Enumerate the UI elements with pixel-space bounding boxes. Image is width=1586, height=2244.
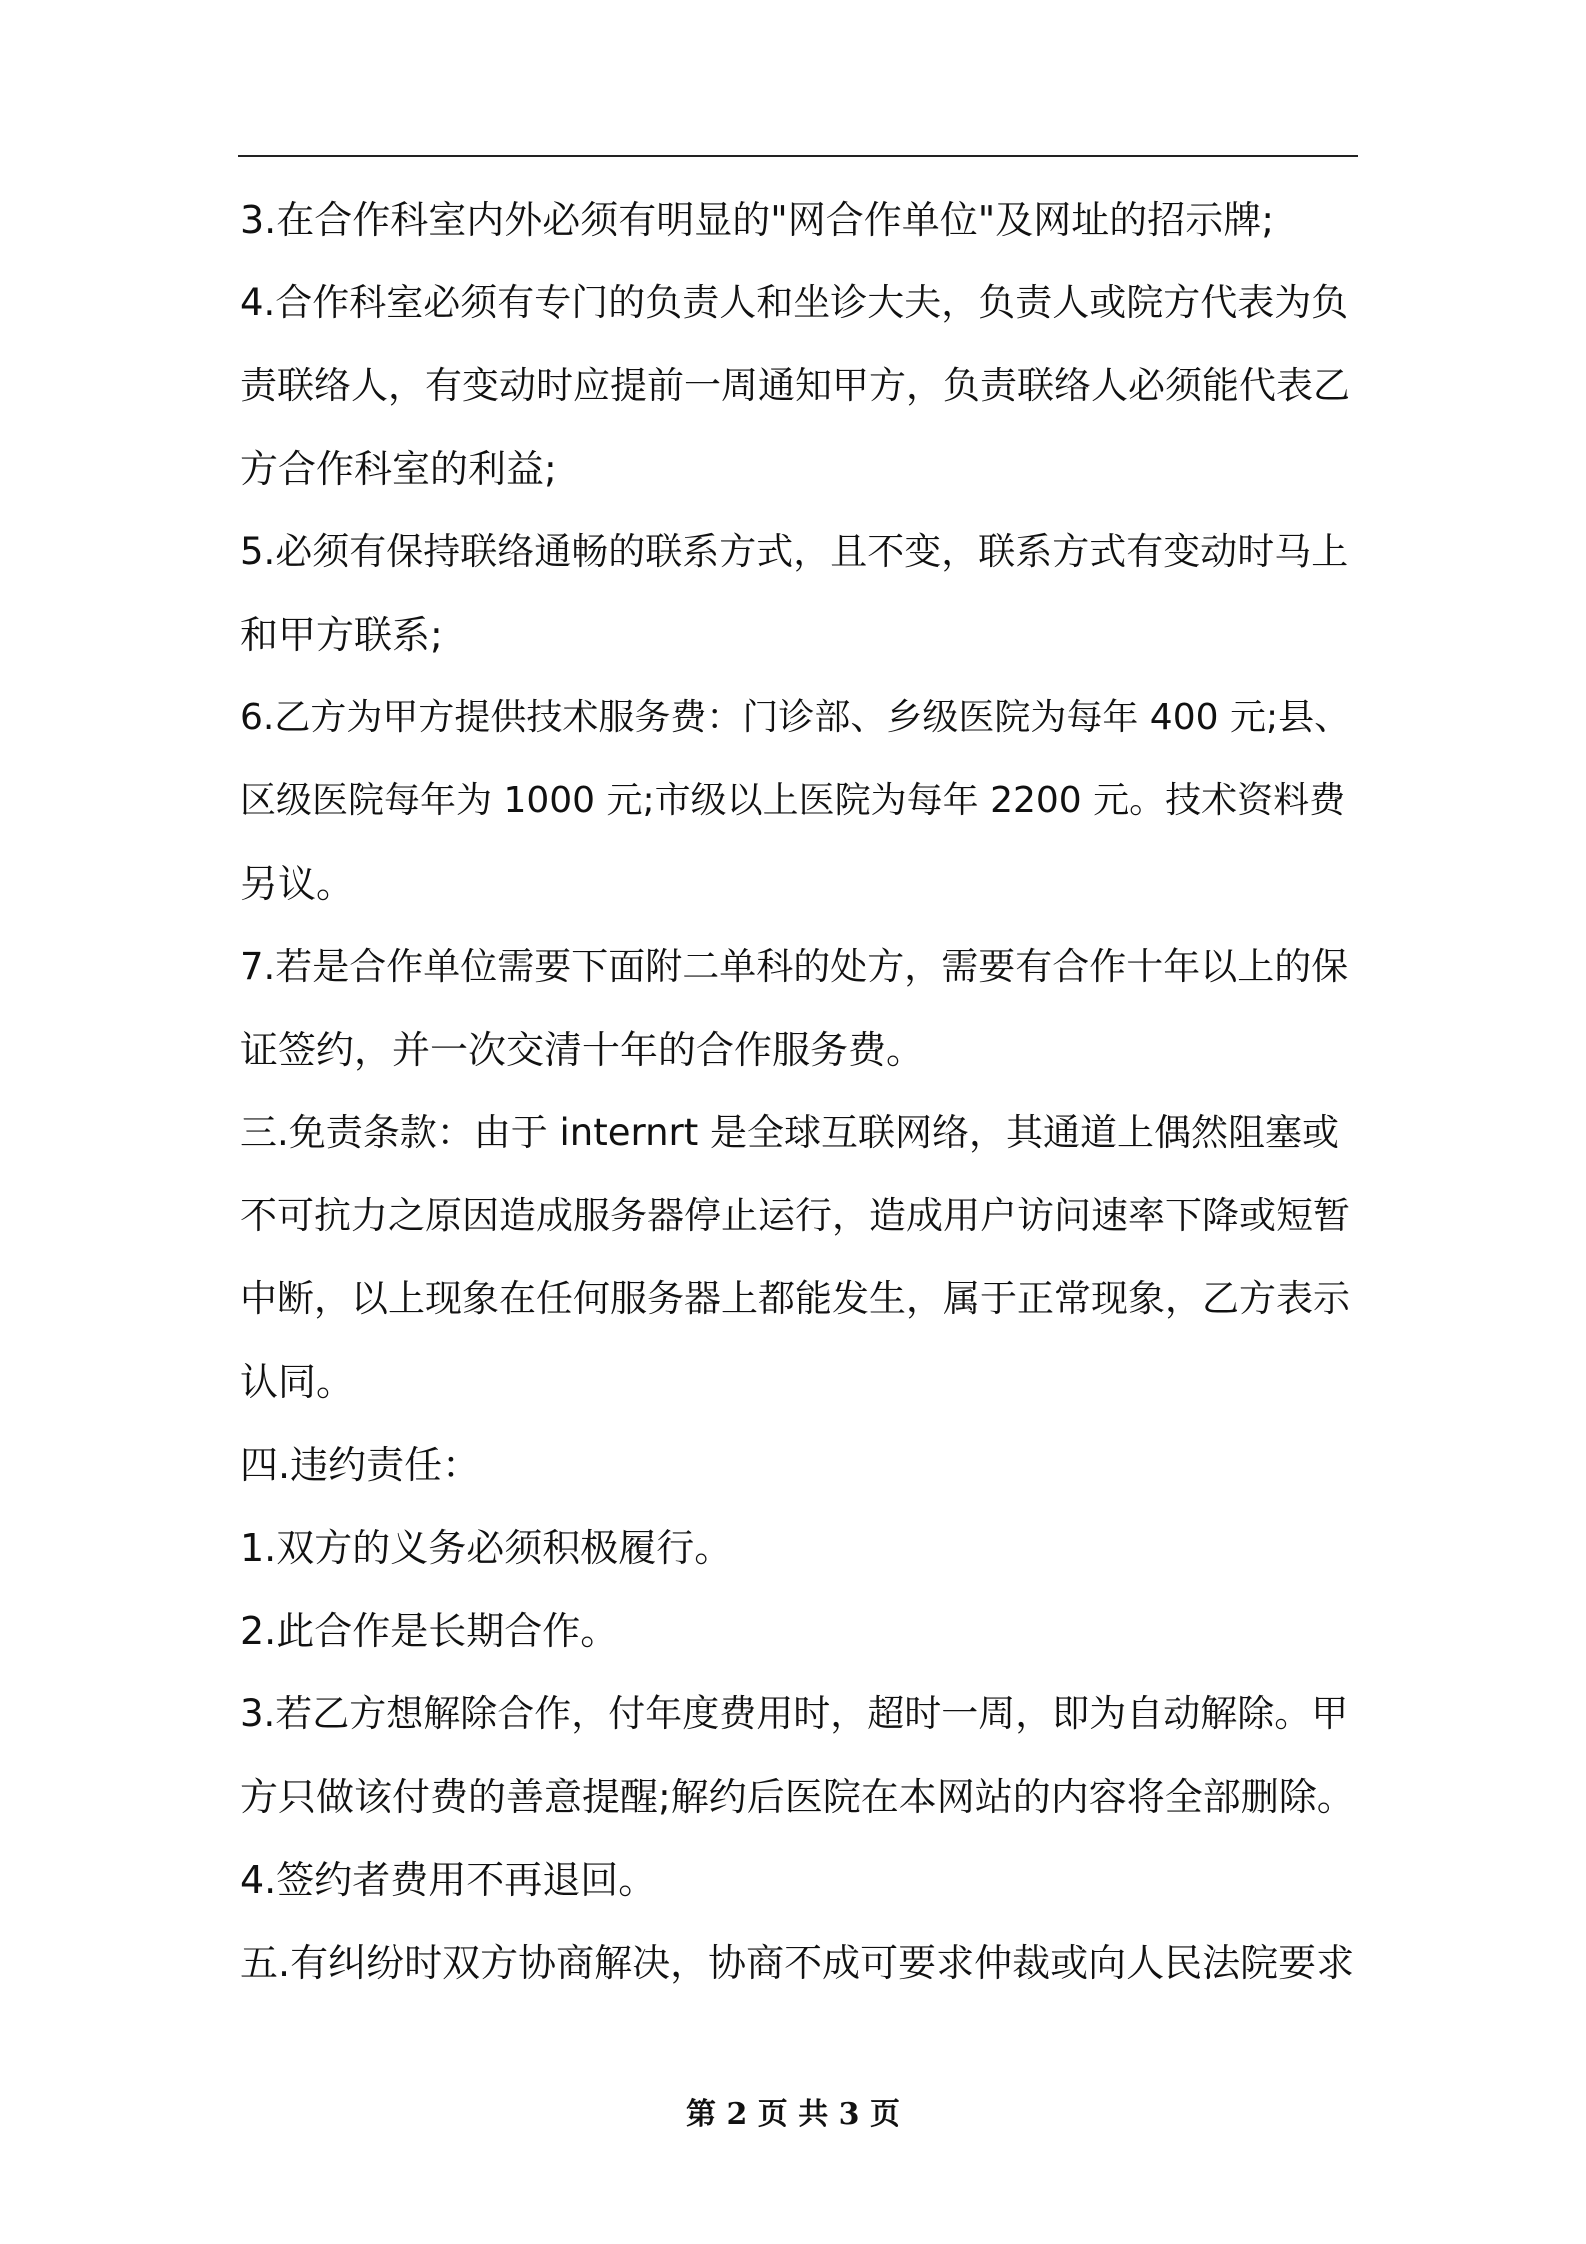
text-line: 区级医院每年为 1000 元;市级以上医院为每年 2200 元。技术资料费 — [240, 780, 1346, 821]
text-line: 责联络人，有变动时应提前一周通知甲方，负责联络人必须能代表乙 — [240, 364, 1350, 407]
text-line: 4.签约者费用不再退回。 — [240, 1858, 657, 1902]
text-line: 方只做该付费的善意提醒;解约后医院在本网站的内容将全部删除。 — [240, 1775, 1355, 1819]
text-line: 3.若乙方想解除合作，付年度费用时，超时一周，即为自动解除。甲 — [240, 1692, 1349, 1735]
header-rule — [238, 155, 1358, 157]
page-number: 第 2 页 共 3 页 — [686, 2097, 900, 2132]
text-line: 2.此合作是长期合作。 — [240, 1609, 619, 1653]
text-line: 6.乙方为甲方提供技术服务费：门诊部、乡级医院为每年 400 元;县、 — [240, 697, 1351, 738]
text-line: 证签约，并一次交清十年的合作服务费。 — [240, 1028, 925, 1072]
text-line: 3.在合作科室内外必须有明显的"网合作单位"及网址的招示牌; — [240, 198, 1275, 242]
text-line: 中断，以上现象在任何服务器上都能发生，属于正常现象，乙方表示 — [240, 1277, 1350, 1320]
text-line: 另议。 — [240, 862, 355, 906]
text-line: 不可抗力之原因造成服务器停止运行，造成用户访问速率下降或短暂 — [240, 1194, 1350, 1237]
text-line: 和甲方联系; — [240, 613, 443, 657]
text-line: 1.双方的义务必须积极履行。 — [240, 1526, 733, 1570]
text-line: 方合作科室的利益; — [240, 447, 557, 491]
text-line: 五.有纠纷时双方协商解决，协商不成可要求仲裁或向人民法院要求 — [240, 1941, 1355, 1985]
text-line: 4.合作科室必须有专门的负责人和坐诊大夫，负责人或院方代表为负 — [240, 281, 1349, 324]
text-line: 三.免责条款：由于 internrt 是全球互联网络，其通道上偶然阻塞或 — [240, 1111, 1340, 1154]
text-line: 7.若是合作单位需要下面附二单科的处方，需要有合作十年以上的保 — [240, 945, 1349, 988]
text-line: 认同。 — [240, 1360, 355, 1404]
text-line: 四.违约责任： — [240, 1443, 481, 1487]
text-line: 5.必须有保持联络通畅的联系方式，且不变，联系方式有变动时马上 — [240, 530, 1349, 573]
